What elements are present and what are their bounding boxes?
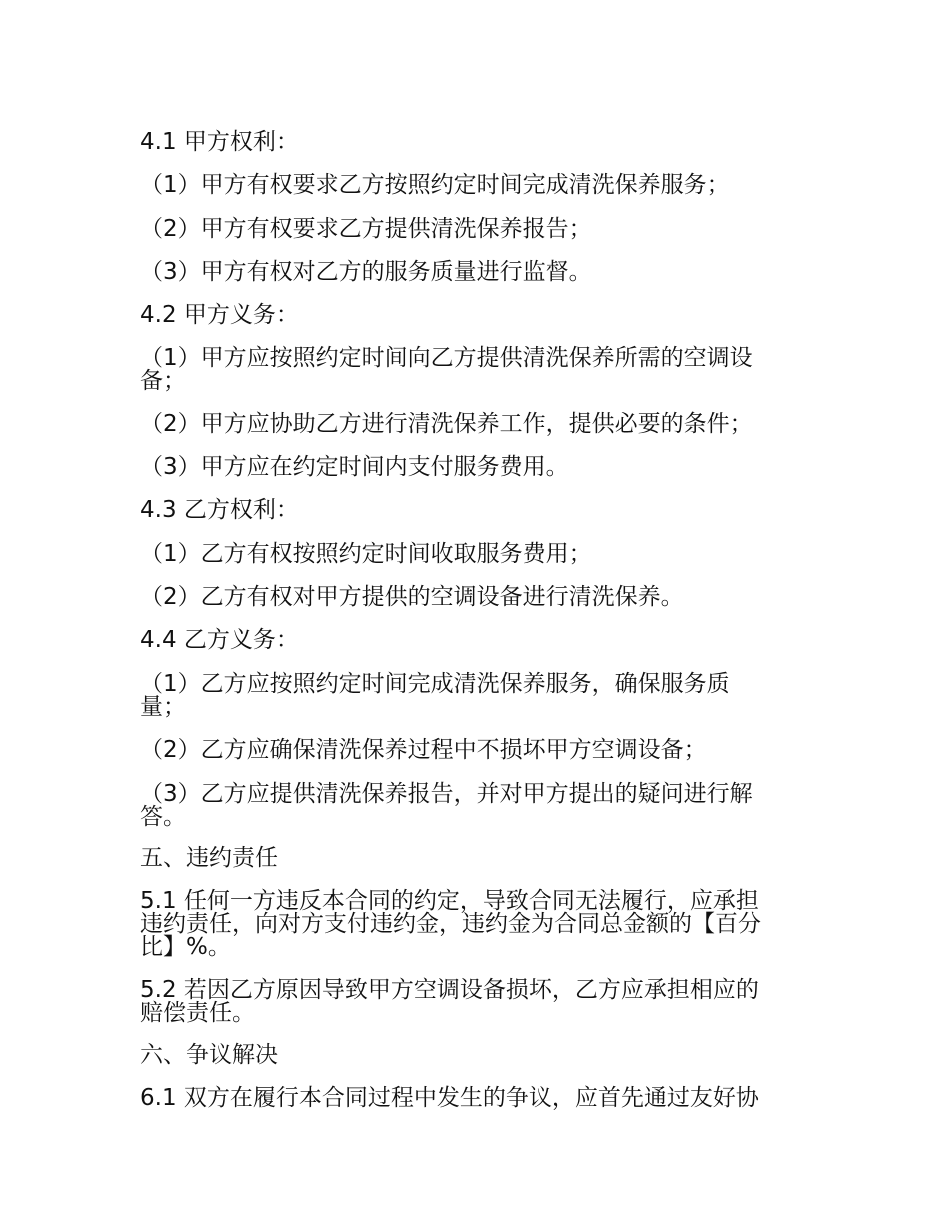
section-6-title: 六、争议解决 bbox=[140, 1042, 278, 1068]
clause-4-1-1: （1）甲方有权要求乙方按照约定时间完成清洗保养服务； bbox=[140, 172, 730, 198]
clause-5-2-line2: 赔偿责任。 bbox=[140, 1000, 255, 1026]
clause-4-2-3: （3）甲方应在约定时间内支付服务费用。 bbox=[140, 454, 569, 480]
clause-4-4-3-line1: （3）乙方应提供清洗保养报告，并对甲方提出的疑问进行解 bbox=[140, 781, 753, 807]
clause-4-2-2: （2）甲方应协助乙方进行清洗保养工作，提供必要的条件； bbox=[140, 411, 753, 437]
heading-4-4: 4.4 乙方义务： bbox=[140, 627, 299, 653]
heading-4-3: 4.3 乙方权利： bbox=[140, 497, 299, 523]
heading-4-1: 4.1 甲方权利： bbox=[140, 129, 299, 155]
clause-4-1-2: （2）甲方有权要求乙方提供清洗保养报告； bbox=[140, 216, 592, 242]
heading-4-2: 4.2 甲方义务： bbox=[140, 302, 299, 328]
clause-5-1-line2: 违约责任，向对方支付违约金，违约金为合同总金额的【百分 bbox=[140, 911, 761, 937]
clause-4-4-2: （2）乙方应确保清洗保养过程中不损坏甲方空调设备； bbox=[140, 737, 707, 763]
clause-4-1-3: （3）甲方有权对乙方的服务质量进行监督。 bbox=[140, 259, 592, 285]
clause-4-4-1-line2: 量； bbox=[140, 694, 186, 720]
clause-4-3-2: （2）乙方有权对甲方提供的空调设备进行清洗保养。 bbox=[140, 584, 684, 610]
clause-5-2-line1: 5.2 若因乙方原因导致甲方空调设备损坏，乙方应承担相应的 bbox=[140, 977, 759, 1003]
clause-5-1-line3: 比】%。 bbox=[140, 934, 231, 960]
clause-4-4-3-line2: 答。 bbox=[140, 804, 186, 830]
clause-4-3-1: （1）乙方有权按照约定时间收取服务费用； bbox=[140, 541, 592, 567]
clause-6-1-line1: 6.1 双方在履行本合同过程中发生的争议，应首先通过友好协 bbox=[140, 1085, 759, 1111]
section-5-title: 五、违约责任 bbox=[140, 845, 278, 871]
clause-4-2-1-line2: 备； bbox=[140, 368, 186, 394]
clause-4-2-1-line1: （1）甲方应按照约定时间向乙方提供清洗保养所需的空调设 bbox=[140, 345, 753, 371]
clause-4-4-1-line1: （1）乙方应按照约定时间完成清洗保养服务，确保服务质 bbox=[140, 671, 730, 697]
clause-5-1-line1: 5.1 任何一方违反本合同的约定，导致合同无法履行，应承担 bbox=[140, 888, 759, 914]
